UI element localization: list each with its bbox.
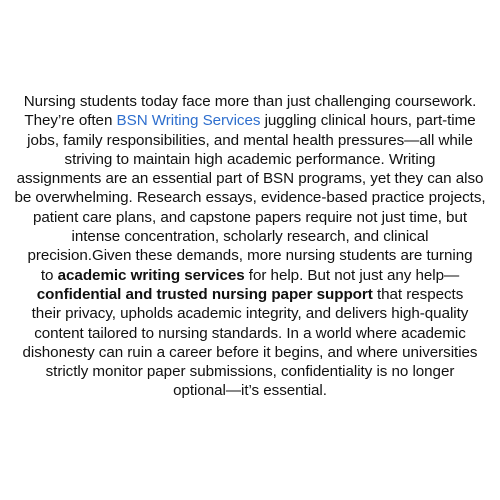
text-line	[10, 362, 490, 381]
text-line	[10, 169, 490, 188]
text-line	[10, 343, 490, 362]
text-line	[10, 304, 490, 323]
text-line	[10, 131, 490, 150]
text-line	[10, 227, 490, 246]
text-segment: their privacy, upholds academic integrity, and delivers high-quality	[31, 305, 469, 323]
text-segment: assignments are an essential part of BSN programs, yet they can also	[16, 170, 484, 188]
text-segment: strictly monitor paper submissions, confidentiality is no longer	[45, 363, 455, 381]
text-segment: to	[40, 266, 58, 284]
text-line	[10, 324, 490, 343]
bold-phrase: academic writing services	[57, 266, 245, 284]
text-segment: content tailored to nursing standards. In a world where academic	[34, 324, 466, 342]
text-segment: optional—it’s essential.	[173, 382, 327, 400]
text-segment: intense concentration, scholarly research, and clinical	[71, 228, 429, 246]
text-line	[10, 266, 490, 285]
text-segment: be overwhelming. Research essays, evidence-based practice projects,	[14, 189, 486, 207]
text-segment: striving to maintain high academic performance. Writing	[64, 150, 436, 168]
text-segment: precision.Given these demands, more nursing students are turning	[27, 247, 473, 265]
text-segment: that respects	[372, 285, 464, 303]
article-paragraph	[10, 92, 490, 401]
bold-phrase: confidential and trusted nursing paper support	[36, 285, 373, 303]
text-segment: patient care plans, and capstone papers require not just time, but	[32, 208, 468, 226]
text-line	[10, 246, 490, 265]
bsn-writing-services-link[interactable]: BSN Writing Services	[116, 112, 261, 130]
text-segment: They’re often	[24, 112, 117, 130]
text-line	[10, 381, 490, 400]
text-segment: for help. But not just any help—	[244, 266, 460, 284]
text-line	[10, 92, 490, 111]
text-segment: jobs, family responsibilities, and mental health pressures—all while	[27, 131, 473, 149]
text-line	[10, 150, 490, 169]
text-line	[10, 208, 490, 227]
text-segment: dishonesty can ruin a career before it begins, and where universities	[22, 343, 478, 361]
text-line	[10, 188, 490, 207]
text-segment: Nursing students today face more than just challenging coursework.	[23, 93, 477, 110]
text-line	[10, 285, 490, 304]
text-line	[10, 111, 490, 130]
text-segment: juggling clinical hours, part-time	[260, 112, 476, 130]
